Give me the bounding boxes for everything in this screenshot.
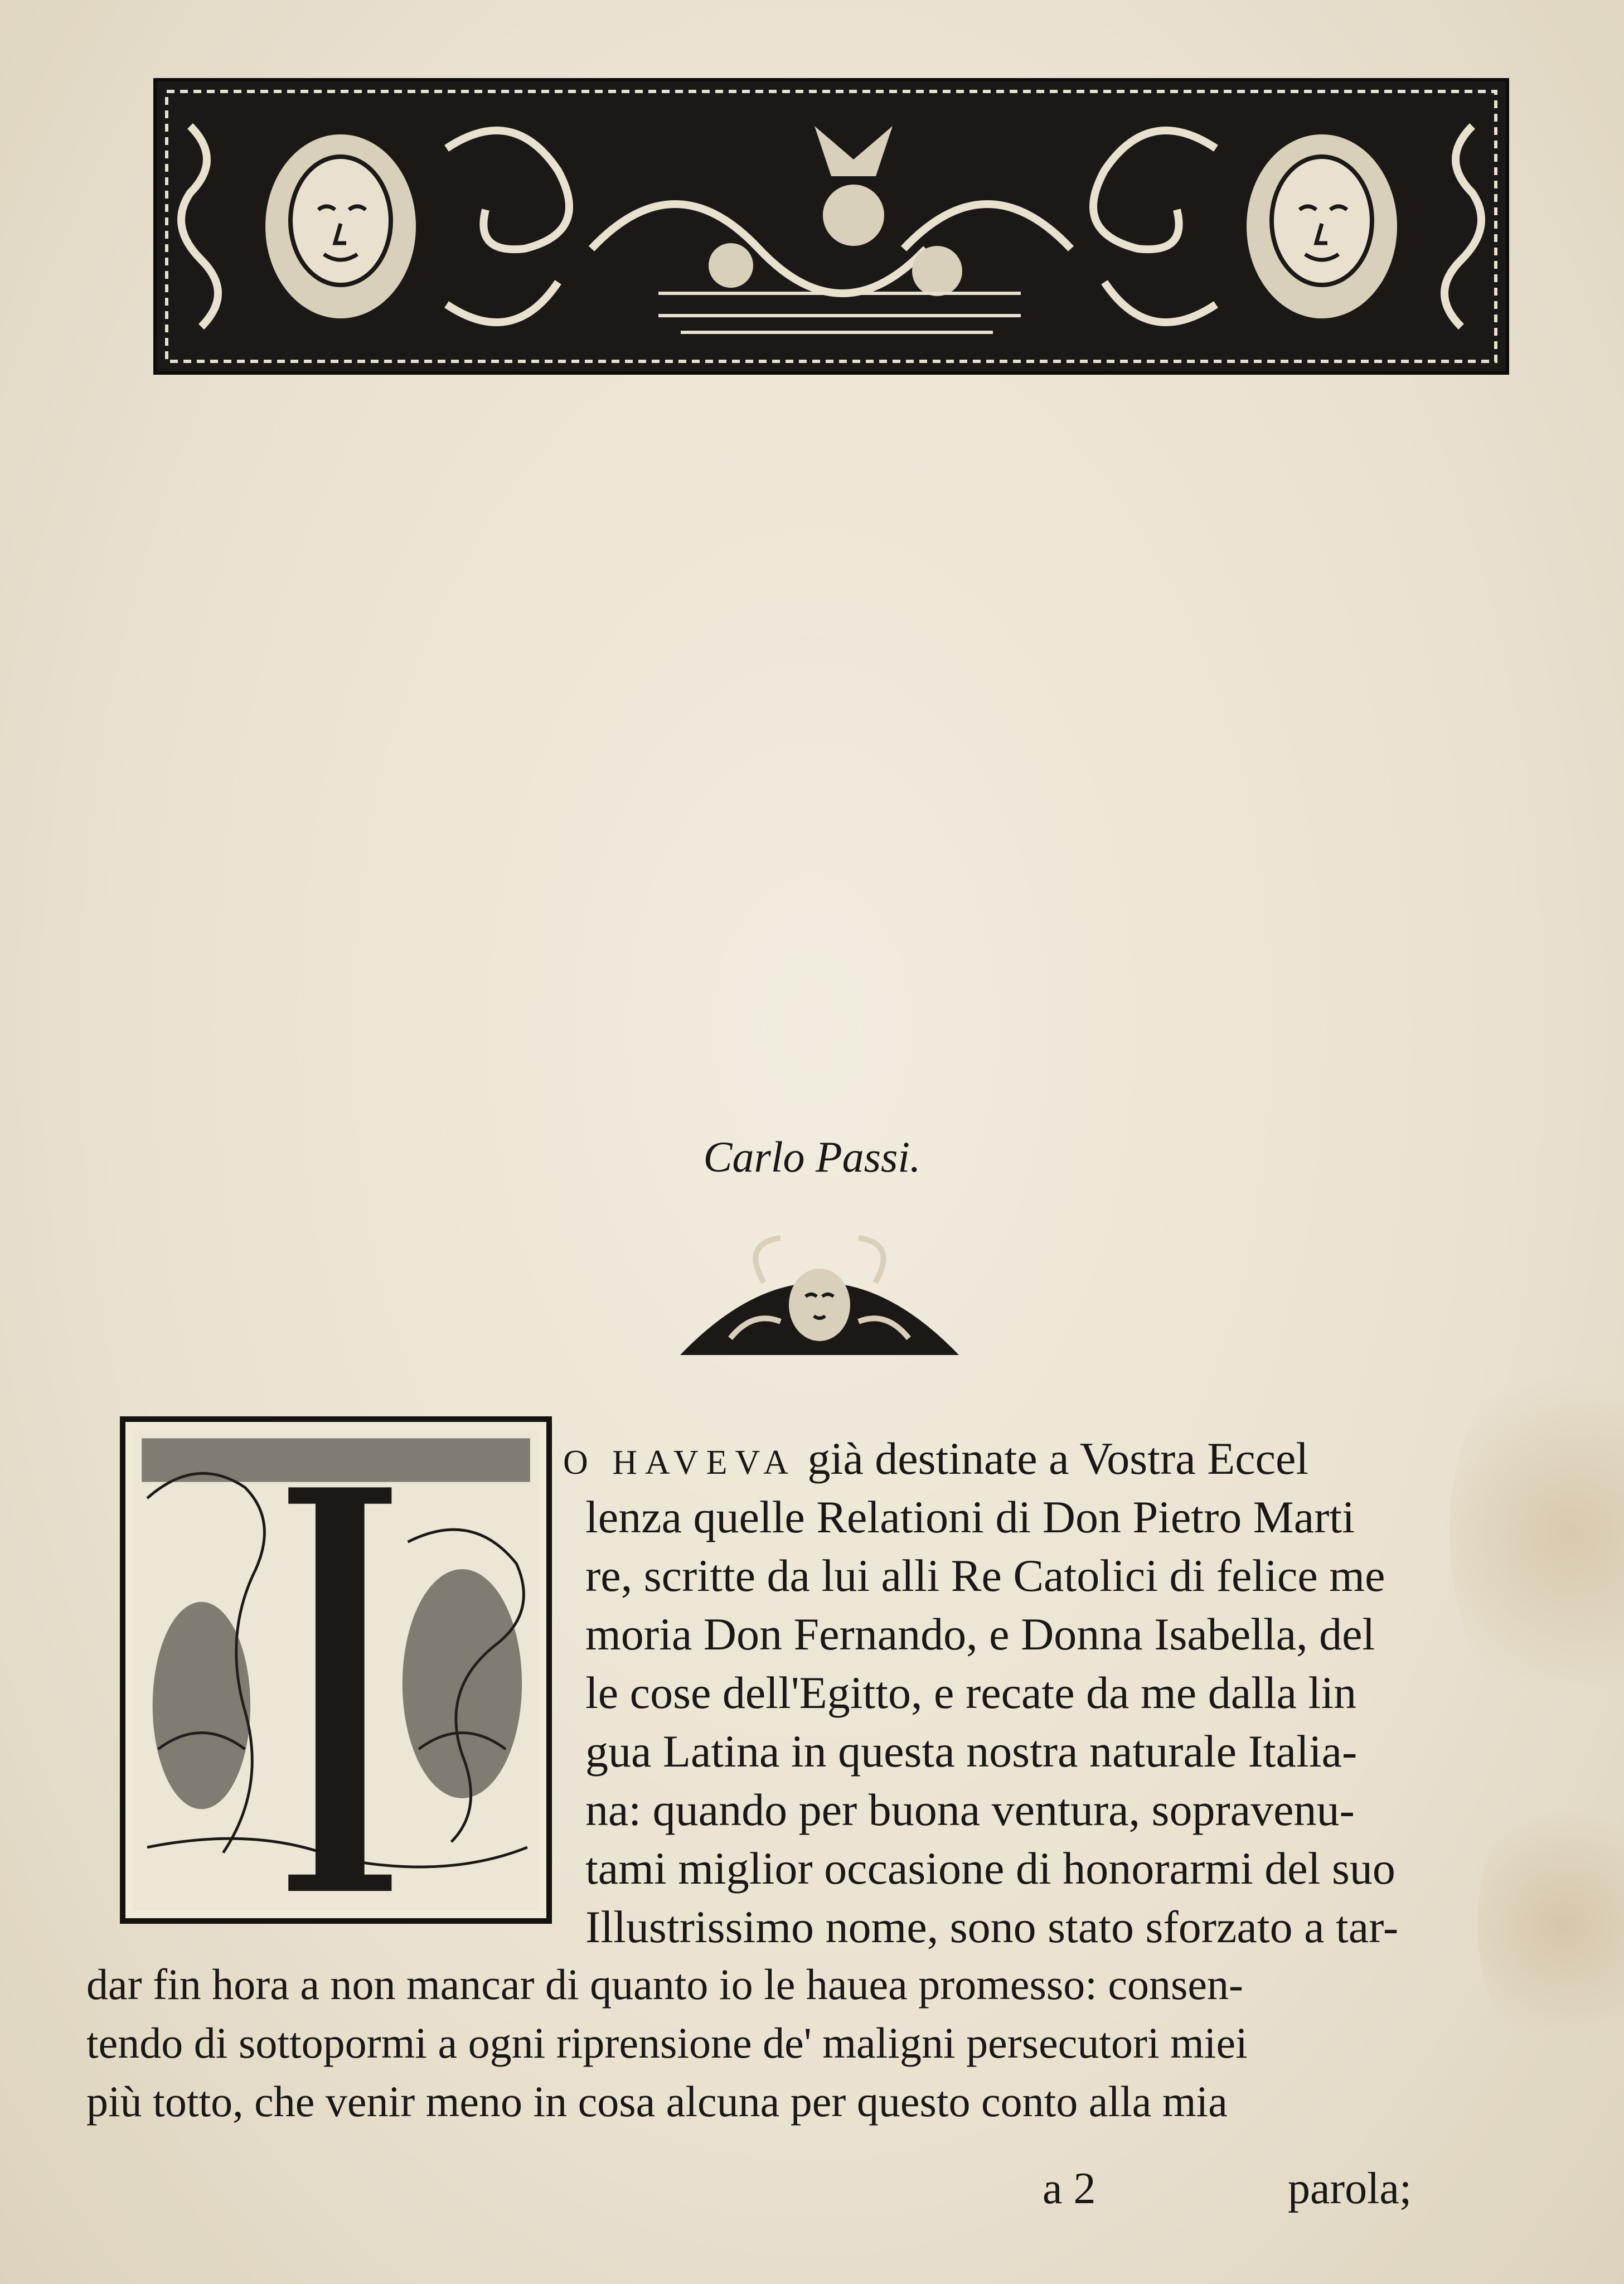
body-line: Illustrissimo nome, sono stato sforzato a tar- [585,1901,1399,1952]
woodcut-headpiece [153,78,1509,375]
body-line: dar fin hora a non mancar di quanto io le hauea promesso: consen- [86,1960,1243,2009]
body-line: più totto, che venir meno in cosa alcuna per questo conto alla mia [86,2077,1228,2126]
body-line: gua Latina in questa nostra naturale Italia- [585,1726,1358,1777]
decorated-initial-letter [120,1416,552,1924]
mask-ornament [680,1221,959,1355]
page-stain [1477,1784,1624,2063]
title-line-3: S. SFORZA PALLAVICINO, [796,638,828,639]
catchword: parola; [1288,2164,1412,2213]
signature-mark: a 2 [1043,2164,1096,2213]
body-line: re, scritte da lui alli Re Catolici di felice me [585,1550,1385,1601]
body-line: le cose dell'Egitto, e recate da me dalla lin [585,1667,1357,1718]
body-line: già destinate a Vostra Eccel [807,1433,1309,1484]
body-line: na: quando per buona ventura, sopravenu- [585,1784,1355,1835]
body-line: tami miglior occasione di honorarmi del suo [585,1843,1395,1894]
body-first-line [563,1433,1309,1484]
body-line: moria Don Fernando, e Donna Isabella, del [585,1609,1375,1659]
body-line: tendo di sottopormi a ogni riprensione de' maligni persecutori miei [86,2019,1248,2067]
page-stain [1450,1338,1624,1729]
body-line: lenza quelle Relationi di Don Pietro Marti [585,1492,1355,1542]
first-word: O HAVEVA [563,1444,797,1482]
author-signature: Carlo Passi. [703,1133,921,1181]
